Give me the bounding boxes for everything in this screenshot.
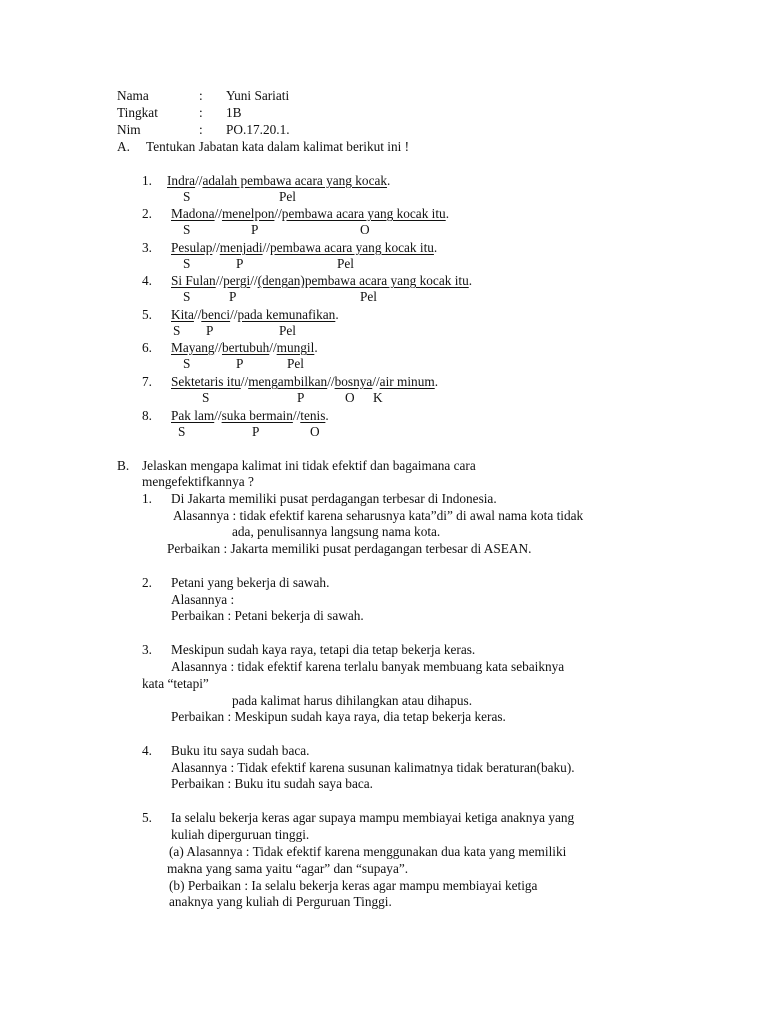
b-item-fix: Perbaikan : Jakarta memiliki pusat perdagangan terbesar di ASEAN. bbox=[167, 541, 532, 556]
a-item-number: 1. bbox=[142, 173, 152, 188]
a-tag: Pel bbox=[279, 189, 296, 204]
a-item-sentence: Sektetaris itu//mengambilkan//bosnya//air minum. bbox=[171, 374, 439, 389]
a-item-sentence: Indra//adalah pembawa acara yang kocak. bbox=[167, 173, 391, 188]
a-tag: S bbox=[183, 289, 191, 304]
a-tag: S bbox=[173, 323, 181, 338]
a-item-sentence: Madona//menelpon//pembawa acara yang kocak itu. bbox=[171, 206, 450, 221]
b-item-reason: Alasannya : tidak efektif karena seharusnya kata”di” di awal nama kota tidak bbox=[173, 508, 584, 523]
b-item-reason: kata “tetapi” bbox=[142, 676, 209, 691]
a-item-sentence: Mayang//bertubuh//mungil. bbox=[171, 340, 318, 355]
nim-value: PO.17.20.1. bbox=[226, 122, 290, 137]
a-tag: Pel bbox=[360, 289, 377, 304]
a-item-sentence: Si Fulan//pergi//(dengan)pembawa acara yang kocak itu. bbox=[171, 273, 473, 288]
b-item-sentence: Di Jakarta memiliki pusat perdagangan terbesar di Indonesia. bbox=[171, 491, 497, 506]
b-item-reason: makna yang sama yaitu “agar” dan “supaya”. bbox=[167, 861, 409, 876]
b-item-sentence: Meskipun sudah kaya raya, tetapi dia tetap bekerja keras. bbox=[171, 642, 476, 657]
b-item-number: 3. bbox=[142, 642, 152, 657]
a-tag: S bbox=[202, 390, 210, 405]
a-item-number: 3. bbox=[142, 240, 152, 255]
a-item-number: 5. bbox=[142, 307, 152, 322]
a-tag: S bbox=[183, 356, 191, 371]
b-item-sentence: Ia selalu bekerja keras agar supaya mampu membiayai ketiga anaknya yang bbox=[171, 810, 575, 825]
a-tag: S bbox=[183, 189, 191, 204]
section-a-title: Tentukan Jabatan kata dalam kalimat berikut ini ! bbox=[146, 139, 410, 154]
a-tag: Pel bbox=[287, 356, 304, 371]
b-item-fix: (b) Perbaikan : Ia selalu bekerja keras agar mampu membiayai ketiga bbox=[169, 878, 538, 893]
tingkat-colon: : bbox=[199, 105, 203, 120]
b-item-reason: ada, penulisannya langsung nama kota. bbox=[232, 524, 441, 539]
b-item-reason: pada kalimat harus dihilangkan atau dihapus. bbox=[232, 693, 473, 708]
a-tag: O bbox=[310, 424, 320, 439]
tingkat-value: 1B bbox=[226, 105, 242, 120]
a-tag: P bbox=[206, 323, 214, 338]
nim-label: Nim bbox=[117, 122, 141, 137]
a-item-number: 8. bbox=[142, 408, 152, 423]
nim-colon: : bbox=[199, 122, 203, 137]
b-item-number: 2. bbox=[142, 575, 152, 590]
a-tag: S bbox=[178, 424, 186, 439]
a-tag: P bbox=[229, 289, 237, 304]
b-item-sentence: Petani yang bekerja di sawah. bbox=[171, 575, 330, 590]
a-item-number: 6. bbox=[142, 340, 152, 355]
b-item-sentence: kuliah diperguruan tinggi. bbox=[171, 827, 310, 842]
a-item-number: 4. bbox=[142, 273, 152, 288]
b-item-number: 4. bbox=[142, 743, 152, 758]
a-tag: O bbox=[360, 222, 370, 237]
a-item-sentence: Pak lam//suka bermain//tenis. bbox=[171, 408, 329, 423]
b-item-reason: Alasannya : tidak efektif karena terlalu banyak membuang kata sebaiknya bbox=[171, 659, 565, 674]
a-tag: Pel bbox=[337, 256, 354, 271]
a-item-sentence: Kita//benci//pada kemunafikan. bbox=[171, 307, 339, 322]
tingkat-label: Tingkat bbox=[117, 105, 158, 120]
a-tag: S bbox=[183, 256, 191, 271]
a-item-sentence: Pesulap//menjadi//pembawa acara yang kocak itu. bbox=[171, 240, 438, 255]
b-item-fix: Perbaikan : Meskipun sudah kaya raya, dia tetap bekerja keras. bbox=[171, 709, 506, 724]
nama-value: Yuni Sariati bbox=[226, 88, 290, 103]
a-tag: P bbox=[236, 256, 244, 271]
b-item-fix: Perbaikan : Buku itu sudah saya baca. bbox=[171, 776, 373, 791]
b-item-reason: Alasannya : Tidak efektif karena susunan kalimatnya tidak beraturan(baku). bbox=[171, 760, 575, 775]
b-item-fix: Perbaikan : Petani bekerja di sawah. bbox=[171, 608, 364, 623]
a-item-number: 2. bbox=[142, 206, 152, 221]
b-item-number: 1. bbox=[142, 491, 152, 506]
a-tag: P bbox=[252, 424, 260, 439]
a-tag: P bbox=[297, 390, 305, 405]
a-tag: K bbox=[373, 390, 383, 405]
b-item-number: 5. bbox=[142, 810, 152, 825]
section-a-marker: A. bbox=[117, 139, 130, 154]
a-item-number: 7. bbox=[142, 374, 152, 389]
section-b-title-line-2: mengefektifkannya ? bbox=[142, 474, 254, 489]
b-item-reason: (a) Alasannya : Tidak efektif karena menggunakan dua kata yang memiliki bbox=[169, 844, 567, 859]
a-tag: S bbox=[183, 222, 191, 237]
a-tag: P bbox=[236, 356, 244, 371]
a-tag: O bbox=[345, 390, 355, 405]
section-b-title-line-1: Jelaskan mengapa kalimat ini tidak efektif dan bagaimana cara bbox=[142, 458, 476, 473]
b-item-reason: Alasannya : bbox=[171, 592, 235, 607]
b-item-fix: anaknya yang kuliah di Perguruan Tinggi. bbox=[169, 894, 392, 909]
nama-label: Nama bbox=[117, 88, 149, 103]
section-b-marker: B. bbox=[117, 458, 130, 473]
nama-colon: : bbox=[199, 88, 203, 103]
a-tag: P bbox=[251, 222, 259, 237]
b-item-sentence: Buku itu saya sudah baca. bbox=[171, 743, 310, 758]
a-tag: Pel bbox=[279, 323, 296, 338]
